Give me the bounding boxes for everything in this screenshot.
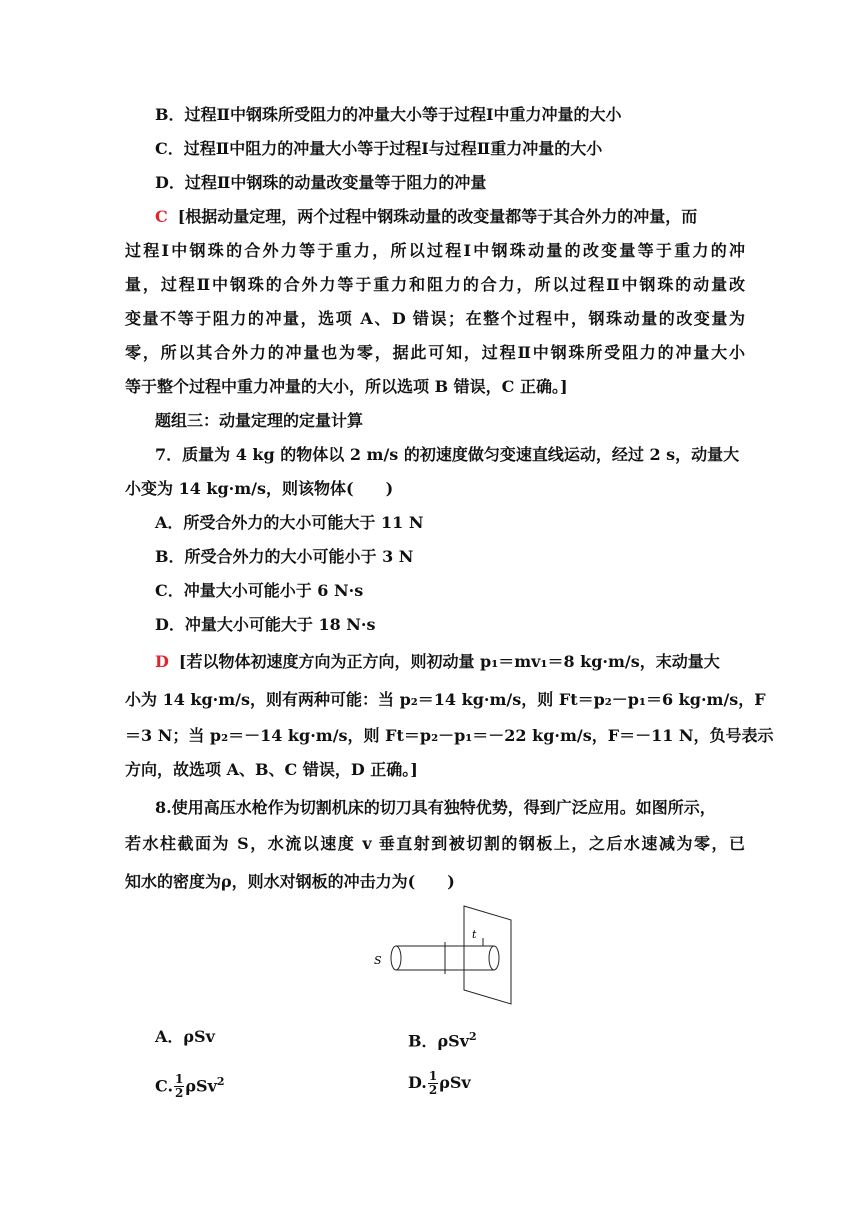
water-jet-figure	[370, 900, 520, 1010]
q8-option-b	[408, 1025, 477, 1053]
figure-label-t: t	[472, 928, 477, 941]
q8-option-d-label: D.	[408, 1073, 427, 1092]
q7-stem-line-1: 7．质量为 4 kg 的物体以 2 m/s 的初速度做匀变速直线运动，经过 2 s，动量大	[155, 445, 740, 464]
q7-explanation-text-1: [若以物体初速度方向为正方向，则初动量 p₁＝mv₁＝8 kg·m/s，末动量大	[178, 652, 720, 671]
q8-option-c-numerator: 1	[175, 1072, 184, 1087]
q8-option-d-expr: ρSv	[439, 1073, 471, 1092]
q6-explanation-line-6: 等于整个过程中重力冲量的大小，所以选项 B 错误，C 正确。]	[125, 377, 568, 396]
q6-explanation-text-1: [根据动量定理，两个过程中钢珠动量的改变量都等于其合外力的冲量，而	[177, 207, 698, 226]
jet-end-right	[489, 946, 499, 970]
q6-answer-letter: C	[155, 207, 168, 226]
group-3-heading: 题组三：动量定理的定量计算	[155, 411, 364, 430]
q8-option-d-fraction	[428, 1070, 438, 1097]
q8-stem-line-3: 知水的密度为ρ，则水对钢板的冲击力为( )	[125, 872, 455, 891]
q7-explanation-line-2: 小为 14 kg·m/s，则有两种可能：当 p₂＝14 kg·m/s，则 Ft＝p₂－p₁＝6 kg·m/s，F	[125, 690, 766, 709]
q8-option-c-denominator: 2	[175, 1086, 184, 1101]
q7-option-d: D．冲量大小可能大于 18 N·s	[155, 615, 376, 634]
q8-option-b-expr: B．ρSv	[408, 1031, 470, 1051]
q6-explanation-line-4: 变量不等于阻力的冲量，选项 A、D 错误；在整个过程中，钢珠动量的改变量为	[125, 309, 745, 328]
q7-option-c: C．冲量大小可能小于 6 N·s	[155, 581, 364, 600]
q7-explanation-line-4: 方向，故选项 A、B、C 错误，D 正确。]	[125, 760, 418, 779]
q7-stem-line-2: 小变为 14 kg·m/s，则该物体( )	[125, 479, 394, 498]
q7-answer-letter: D	[155, 652, 169, 671]
q6-option-b: B．过程Ⅱ中钢珠所受阻力的冲量大小等于过程Ⅰ中重力冲量的大小	[155, 105, 622, 124]
q7-option-a: A．所受合外力的大小可能大于 11 N	[155, 513, 424, 532]
q7-explanation-line-3: ＝3 N；当 p₂＝－14 kg·m/s，则 Ft＝p₂－p₁＝－22 kg·m/s，F＝－11 N，负号表示	[125, 726, 774, 745]
q8-stem-line-1: 8.使用高压水枪作为切割机床的切刀具有独特优势，得到广泛应用。如图所示，	[155, 798, 716, 817]
figure-label-s: S	[374, 954, 382, 967]
q7-explanation-line-1	[155, 650, 745, 674]
q6-option-c: C．过程Ⅱ中阻力的冲量大小等于过程Ⅰ与过程Ⅱ重力冲量的大小	[155, 139, 603, 158]
q8-option-c	[155, 1070, 225, 1100]
q8-option-b-exponent: 2	[469, 1030, 477, 1043]
q8-option-c-fraction	[174, 1073, 184, 1100]
q7-option-b: B．所受合外力的大小可能小于 3 N	[155, 547, 414, 566]
q6-explanation-line-2: 过程Ⅰ中钢珠的合外力等于重力，所以过程Ⅰ中钢珠动量的改变量等于重力的冲	[125, 241, 745, 260]
q6-option-d: D．过程Ⅱ中钢珠的动量改变量等于阻力的冲量	[155, 173, 487, 192]
jet-end-left	[391, 946, 401, 970]
q8-option-c-label: C.	[155, 1076, 174, 1096]
q6-explanation-line-5: 零，所以其合外力的冲量也为零，据此可知，过程Ⅱ中钢珠所受阻力的冲量大小	[125, 343, 745, 362]
steel-plate	[464, 906, 511, 1004]
q8-option-d	[408, 1070, 471, 1097]
q8-option-c-expr: ρSv	[185, 1076, 217, 1096]
q8-option-a: A．ρSv	[155, 1027, 215, 1046]
q8-option-d-numerator: 1	[428, 1069, 438, 1083]
q6-explanation-line-3: 量，过程Ⅱ中钢珠的合外力等于重力和阻力的合力，所以过程Ⅱ中钢珠的动量改	[125, 275, 745, 294]
q6-explanation-line-1	[155, 205, 745, 229]
q8-option-c-exponent: 2	[216, 1075, 225, 1088]
q8-option-d-denominator: 2	[428, 1083, 438, 1097]
q8-stem-line-2: 若水柱截面为 S，水流以速度 v 垂直射到被切割的钢板上，之后水速减为零，已	[125, 834, 745, 853]
